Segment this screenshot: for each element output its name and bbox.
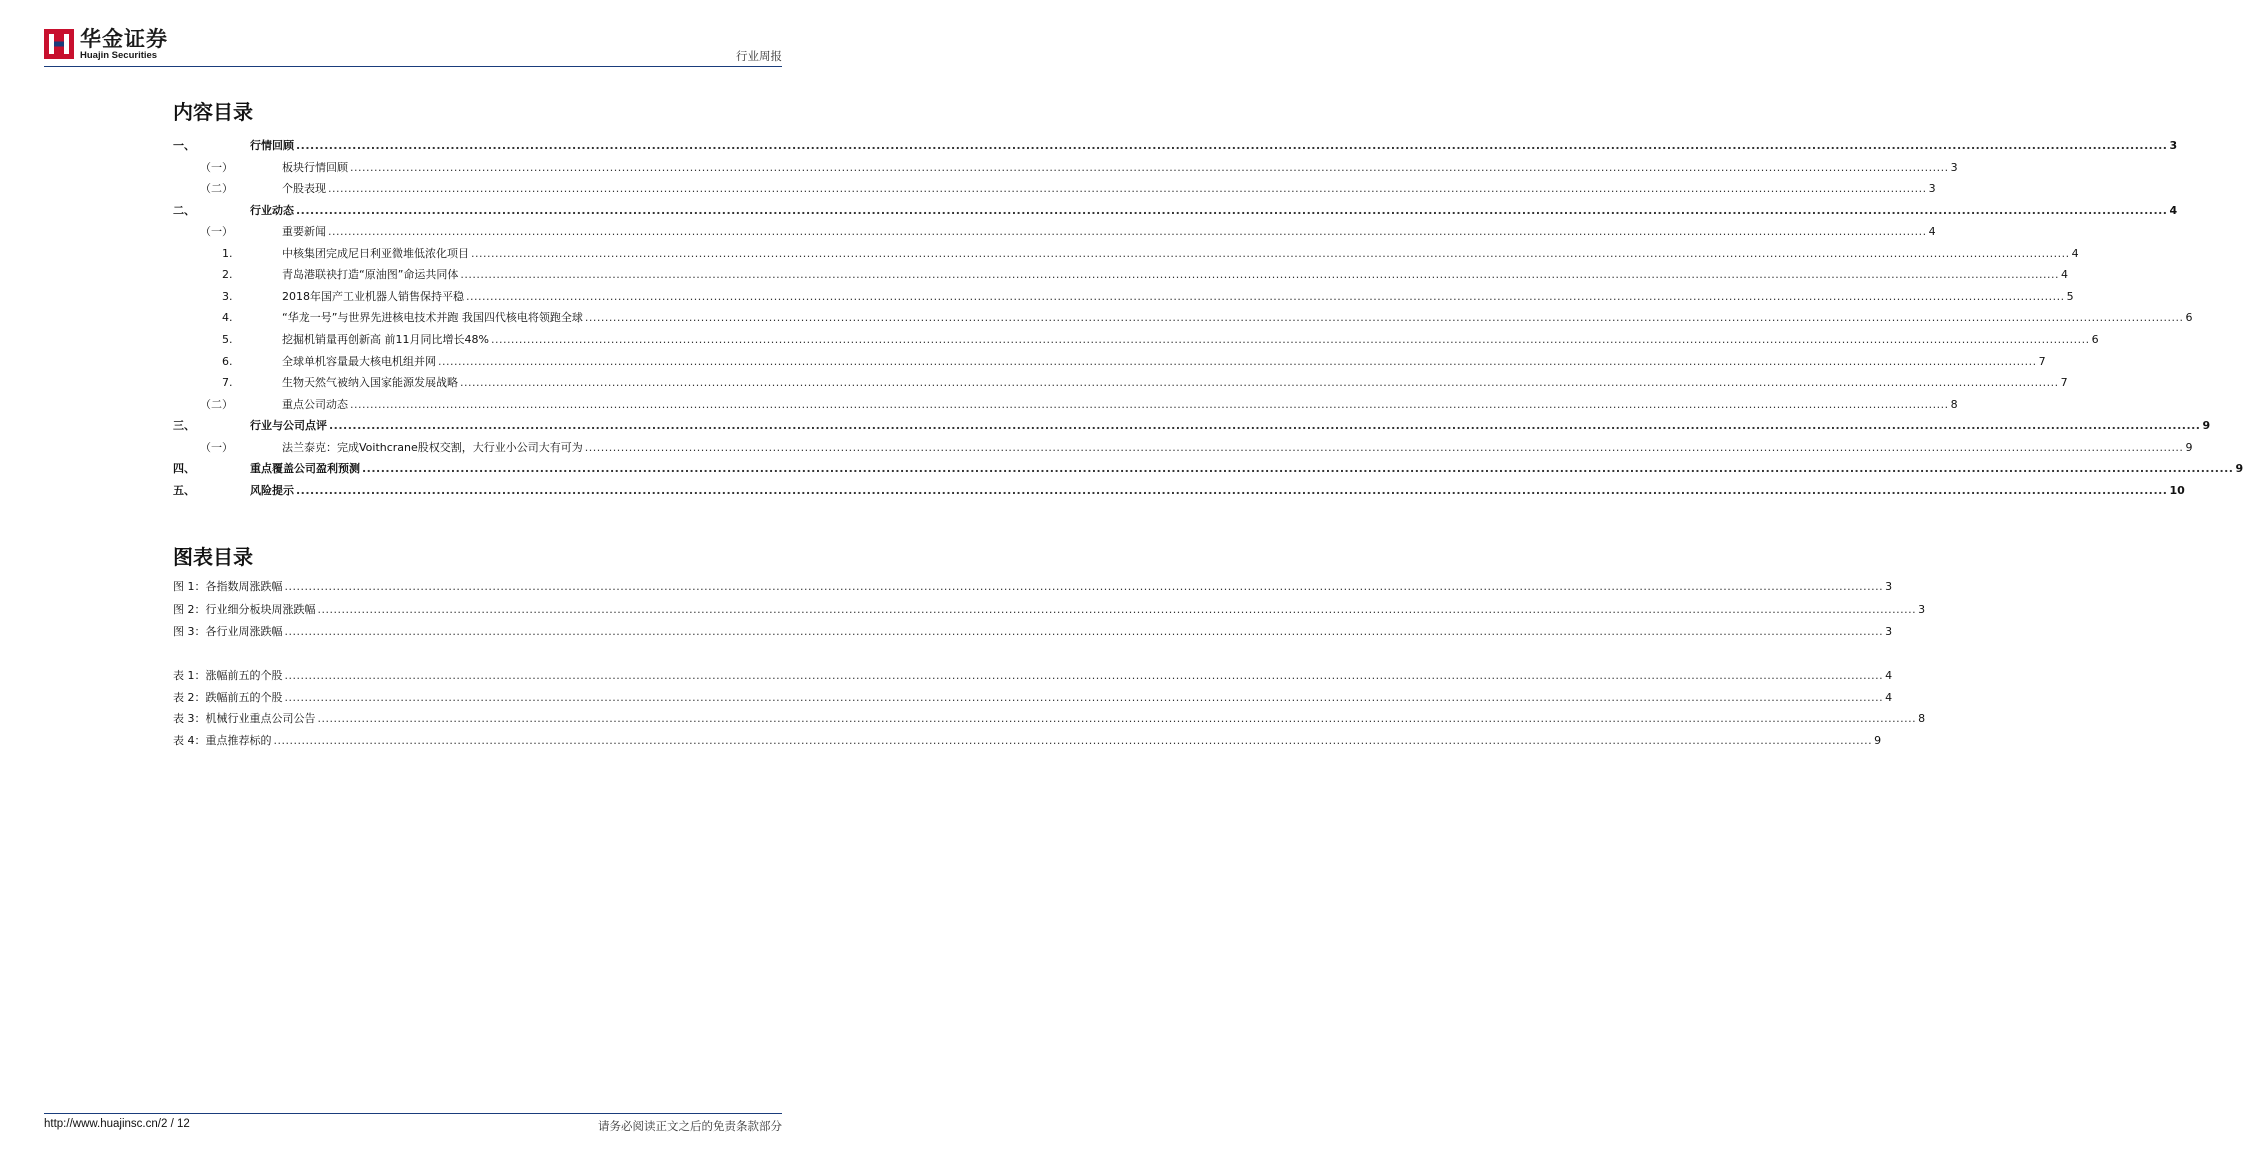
toc-item-number: 二、 [173, 203, 195, 217]
toc-item[interactable] [0, 418, 2211, 434]
dot-leader: ................................................................................................................................................................................................................................................................................................................................................................................................................ [273, 733, 1873, 747]
toc-item-number: 三、 [173, 419, 195, 433]
toc-entry [282, 160, 1958, 176]
toc-entry [250, 418, 2211, 434]
huajin-logo-icon [44, 29, 74, 59]
toc-item-number: 7. [222, 376, 233, 390]
toc-item-title: 全球单机容量最大核电机组并网 [282, 354, 436, 368]
toc-item-page: 4 [2169, 203, 2178, 217]
toc-item[interactable] [0, 461, 2243, 477]
dot-leader: ................................................................................................................................................................................................................................................................................................................................................................................................................ [471, 246, 2070, 260]
toc-item[interactable] [0, 224, 1936, 240]
toc-item-page: 4 [1885, 669, 1893, 682]
dot-leader: ................................................................................................................................................................................................................................................................................................................................................................................................................ [460, 268, 2060, 282]
dot-leader: ................................................................................................................................................................................................................................................................................................................................................................................................................ [296, 203, 2168, 217]
dot-leader: ................................................................................................................................................................................................................................................................................................................................................................................................................ [329, 419, 2201, 433]
dot-leader: ................................................................................................................................................................................................................................................................................................................................................................................................................ [584, 440, 2184, 454]
toc-item-title: 重点公司动态 [282, 397, 348, 411]
toc-entry [282, 310, 2193, 326]
table-list-item[interactable] [0, 711, 1926, 727]
toc-item-number: （二） [200, 397, 233, 411]
toc-item-number: 6. [222, 354, 233, 368]
dot-leader: ................................................................................................................................................................................................................................................................................................................................................................................................................ [490, 332, 2090, 346]
toc-item-title: 表 1：涨幅前五的个股 [173, 669, 283, 682]
toc-item-page: 7 [2060, 376, 2068, 390]
toc-item-number: 3. [222, 289, 233, 303]
toc-item-title: 挖掘机销量再创新高 前11月同比增长48% [282, 332, 489, 346]
dot-leader: ................................................................................................................................................................................................................................................................................................................................................................................................................ [350, 160, 1949, 174]
toc-item-title: 表 3：机械行业重点公司公告 [173, 712, 316, 725]
toc-item[interactable] [0, 289, 2074, 305]
dot-leader: ................................................................................................................................................................................................................................................................................................................................................................................................................ [317, 712, 1917, 725]
toc-item[interactable] [0, 203, 2178, 219]
toc-item-title: 个股表现 [282, 182, 326, 196]
dot-leader: ................................................................................................................................................................................................................................................................................................................................................................................................................ [328, 225, 1927, 239]
toc-entry [250, 138, 2178, 154]
toc-entry [282, 246, 2079, 262]
toc-entry [282, 267, 2069, 283]
toc-item-page: 4 [1885, 690, 1893, 704]
toc-entry [250, 483, 2185, 499]
dot-leader: ................................................................................................................................................................................................................................................................................................................................................................................................................ [284, 690, 1884, 704]
figure-list-item[interactable] [0, 579, 1893, 595]
figure-list-item[interactable] [0, 624, 1893, 640]
table-list-item[interactable] [0, 690, 1893, 706]
dot-leader: ................................................................................................................................................................................................................................................................................................................................................................................................................ [460, 376, 2059, 390]
toc-entry [282, 354, 2046, 370]
toc-item-title: 板块行情回顾 [282, 160, 348, 174]
toc-item-number: 2. [222, 268, 233, 282]
toc-item-number: （一） [200, 440, 233, 454]
toc-item-title: 表 2：跌幅前五的个股 [173, 690, 283, 704]
toc-item-number: 4. [222, 311, 233, 325]
toc-item[interactable] [0, 246, 2079, 262]
toc-item-number: 五、 [173, 483, 195, 497]
table-list-item[interactable] [0, 668, 1893, 684]
toc-entry [282, 375, 2068, 391]
toc-item-page: 3 [1885, 625, 1893, 638]
toc-item-title: 图 1：各指数周涨跌幅 [173, 580, 283, 593]
toc-entry [282, 440, 2193, 456]
footer-disclaimer: 请务必阅读正文之后的免责条款部分 [598, 1119, 782, 1133]
toc-item-number: （一） [200, 225, 233, 239]
logo-chinese-name: 华金证券 [80, 27, 168, 51]
page-header [44, 26, 782, 70]
toc-item-page: 9 [2202, 419, 2211, 433]
toc-item-page: 3 [1885, 580, 1893, 593]
toc-entry [173, 668, 1893, 684]
toc-item[interactable] [0, 375, 2068, 391]
toc-item-title: 重要新闻 [282, 225, 326, 239]
toc-item-title: 表 4：重点推荐标的 [173, 733, 272, 747]
footer-divider [44, 1113, 782, 1114]
toc-item-page: 3 [1918, 602, 1926, 616]
toc-entry [173, 733, 1882, 749]
toc-item-title: 生物天然气被纳入国家能源发展战略 [282, 376, 458, 390]
toc-title: 内容目录 [173, 100, 253, 124]
dot-leader: ................................................................................................................................................................................................................................................................................................................................................................................................................ [350, 397, 1949, 411]
toc-item-title: 2018年国产工业机器人销售保持平稳 [282, 289, 464, 303]
toc-item-title: 行情回顾 [250, 139, 294, 152]
dot-leader: ................................................................................................................................................................................................................................................................................................................................................................................................................ [284, 625, 1884, 638]
toc-item[interactable] [0, 181, 1936, 197]
toc-entry [250, 203, 2178, 219]
toc-entry [173, 602, 1926, 618]
toc-item[interactable] [0, 332, 2099, 348]
report-type: 行业周报 [736, 49, 782, 63]
footer-url-page [44, 1118, 190, 1130]
table-list-item[interactable] [0, 733, 1882, 749]
logo-english-name: Huajin Securities [80, 50, 158, 61]
dot-leader: ................................................................................................................................................................................................................................................................................................................................................................................................................ [438, 354, 2037, 368]
figures-title: 图表目录 [173, 545, 253, 569]
toc-item-page: 9 [2235, 462, 2243, 476]
toc-item-page: 9 [1874, 733, 1882, 747]
toc-item-page: 9 [2185, 440, 2193, 454]
dot-leader: ................................................................................................................................................................................................................................................................................................................................................................................................................ [466, 289, 2065, 303]
dot-leader: ................................................................................................................................................................................................................................................................................................................................................................................................................ [584, 311, 2184, 325]
dot-leader: ................................................................................................................................................................................................................................................................................................................................................................................................................ [317, 602, 1917, 616]
toc-item-title: “华龙一号”与世界先进核电技术并跑 我国四代核电将领跑全球 [282, 311, 583, 325]
toc-item-title: 重点覆盖公司盈利预测 [250, 462, 360, 476]
toc-entry [173, 624, 1893, 640]
footer-url[interactable]: http://www.huajinsc.cn/ [44, 1118, 161, 1130]
toc-item[interactable] [0, 267, 2069, 283]
toc-entry [173, 711, 1926, 727]
toc-item[interactable] [0, 160, 1958, 176]
toc-item-page: 5 [2066, 289, 2074, 303]
toc-item-number: 一、 [173, 139, 195, 152]
toc-item-number: （一） [200, 160, 233, 174]
dot-leader: ................................................................................................................................................................................................................................................................................................................................................................................................................ [328, 182, 1927, 196]
toc-item-number: 四、 [173, 462, 195, 476]
toc-item-number: 1. [222, 246, 233, 260]
toc-item-page: 4 [2071, 246, 2079, 260]
toc-entry [282, 289, 2074, 305]
toc-entry [173, 690, 1893, 706]
toc-item-number: （二） [200, 182, 233, 196]
toc-item-title: 法兰泰克：完成Voithcrane股权交割，大行业小公司大有可为 [282, 440, 583, 454]
toc-item-page: 3 [1950, 160, 1958, 174]
toc-item-title: 中核集团完成尼日利亚微堆低浓化项目 [282, 246, 469, 260]
toc-item-title: 青岛港联袂打造“原油图”命运共同体 [282, 268, 459, 282]
toc-entry [282, 332, 2099, 348]
toc-item-title: 行业与公司点评 [250, 419, 327, 433]
toc-item[interactable] [0, 354, 2046, 370]
dot-leader: ................................................................................................................................................................................................................................................................................................................................................................................................................ [296, 483, 2168, 497]
toc-item-page: 6 [2091, 332, 2099, 346]
header-divider [44, 66, 782, 67]
dot-leader: ................................................................................................................................................................................................................................................................................................................................................................................................................ [296, 139, 2168, 152]
toc-item-title: 图 3：各行业周涨跌幅 [173, 625, 283, 638]
toc-item[interactable] [0, 440, 2193, 456]
toc-item-page: 4 [2061, 268, 2069, 282]
footer-page-number: 2 / 12 [160, 1118, 190, 1130]
figure-list-item[interactable] [0, 602, 1926, 618]
toc-entry [173, 579, 1893, 595]
toc-item[interactable] [0, 138, 2178, 154]
toc-entry [250, 461, 2243, 477]
toc-item-page: 8 [1918, 712, 1926, 725]
toc-entry [282, 397, 1958, 413]
dot-leader: ................................................................................................................................................................................................................................................................................................................................................................................................................ [284, 580, 1884, 593]
toc-item-page: 4 [1928, 225, 1936, 239]
toc-item-title: 图 2：行业细分板块周涨跌幅 [173, 602, 316, 616]
toc-item-number: 5. [222, 332, 233, 346]
toc-entry [282, 181, 1936, 197]
toc-item-page: 3 [2169, 139, 2178, 152]
toc-item-page: 6 [2185, 311, 2193, 325]
dot-leader: ................................................................................................................................................................................................................................................................................................................................................................................................................ [362, 462, 2234, 476]
toc-item-page: 7 [2038, 354, 2046, 368]
toc-item-title: 风险提示 [250, 483, 294, 497]
toc-item[interactable] [0, 483, 2185, 499]
toc-entry [282, 224, 1936, 240]
toc-item[interactable] [0, 397, 1958, 413]
company-logo [44, 26, 184, 66]
toc-item-page: 10 [2169, 483, 2185, 497]
dot-leader: ................................................................................................................................................................................................................................................................................................................................................................................................................ [284, 669, 1884, 682]
toc-item-page: 3 [1928, 182, 1936, 196]
toc-item[interactable] [0, 310, 2193, 326]
toc-item-page: 8 [1950, 397, 1958, 411]
toc-item-title: 行业动态 [250, 203, 294, 217]
